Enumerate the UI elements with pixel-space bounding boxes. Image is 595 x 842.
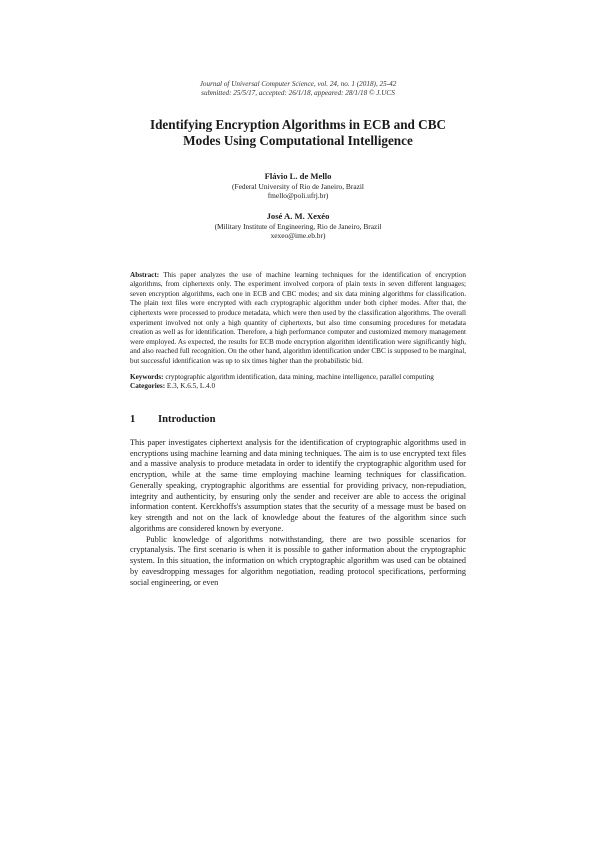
abstract [130, 271, 466, 367]
keywords [130, 373, 466, 383]
keywords-block [130, 373, 466, 392]
author-block [130, 211, 466, 241]
author-list [130, 171, 466, 241]
abstract-label: Abstract: [130, 270, 160, 279]
author-affiliation: (Military Institute of Engineering, Rio de Janeiro, Brazil [214, 221, 382, 231]
body-paragraph: Public knowledge of algorithms notwithstanding, there are two possible scenarios for cryptanalysis. The first scenario is when it is possible to gather information about the cryptographic system. In this situation, the information on which cryptographic algorithm was used can be obtained by eavesdropping messages for algorithm negotiation, reading protocol specifications, performing social engineering, or even [130, 534, 466, 587]
section-number: 1 [130, 413, 136, 425]
section-body [130, 438, 466, 589]
categories [130, 382, 466, 392]
body-paragraph: This paper investigates ciphertext analysis for the identification of cryptographic algorithms used in encryptions using machine learning and data mining techniques. The aim is to use encrypted text files and a massive analysis to produce metadata in order to identify the cryptographic algorithm used for encryption, while at the same time employing machine learning techniques for classification. Generally speaking, cryptographic algorithms are essential for providing privacy, non-repudiation, integrity and authenticity, by ensuring only the sender and receiver are able to access the original information content. Kerckhoffs's assumption states that the security of a message must be based on key strength and not on the lack of knowledge about the features of the algorithm since such algorithms are considered known by everyone. [130, 437, 466, 533]
section-heading [130, 413, 466, 426]
section-title: Introduction [158, 413, 216, 425]
categories-label: Categories: [130, 382, 166, 391]
keywords-label: Keywords: [130, 372, 164, 381]
title-line-2: Modes Using Computational Intelligence [183, 133, 413, 148]
journal-dates: submitted: 25/5/17, accepted: 26/1/18, appeared: 28/1/18 © J.UCS [201, 89, 395, 97]
abstract-text: This paper analyzes the use of machine learning techniques for the identification of encryption algorithms, from ciphertexts only. The experiment involved corpora of plain texts in seven different languages; seven encryption algorithms, each one in ECB and CBC modes; and six data mining algorithms for classification. The plain text files were encrypted with each cryptographic algorithm under both cipher modes. After that, the ciphertexts were processed to produce metadata, which were then used by the classification algorithms. The overall experiment involved not only a high quantity of ciphertexts, but also time consuming procedures for metadata creation as well as for identification. Therefore, a high performance computer and customized memory management were employed. As expected, the results for ECB mode encryption algorithm identification were significantly high, and also reached full recognition. On the other hand, algorithm identification under CBC is supposed to be marginal, but successful identification was up to six times higher than the probabilistic bid. [130, 270, 467, 365]
journal-header [130, 80, 466, 98]
author-email: fmello@poli.ufrj.br) [267, 191, 329, 201]
author-affiliation: (Federal University of Rio de Janeiro, Brazil [232, 182, 364, 191]
journal-citation: Journal of Universal Computer Science, vol. 24, no. 1 (2018), 25-42 [199, 80, 397, 88]
categories-text: E.3, K.6.5, L.4.0 [166, 382, 216, 391]
author-block [130, 171, 466, 201]
author-email: xexeo@ime.eb.br) [270, 231, 326, 241]
author-name: Flávio L. de Mello [264, 171, 332, 181]
author-name: José A. M. Xexéo [266, 210, 330, 221]
keywords-text: cryptographic algorithm identification, data mining, machine intelligence, parallel computing [165, 372, 434, 381]
paper-title [130, 117, 466, 149]
paper-page [130, 80, 466, 588]
title-line-1: Identifying Encryption Algorithms in ECB and CBC [149, 117, 447, 132]
